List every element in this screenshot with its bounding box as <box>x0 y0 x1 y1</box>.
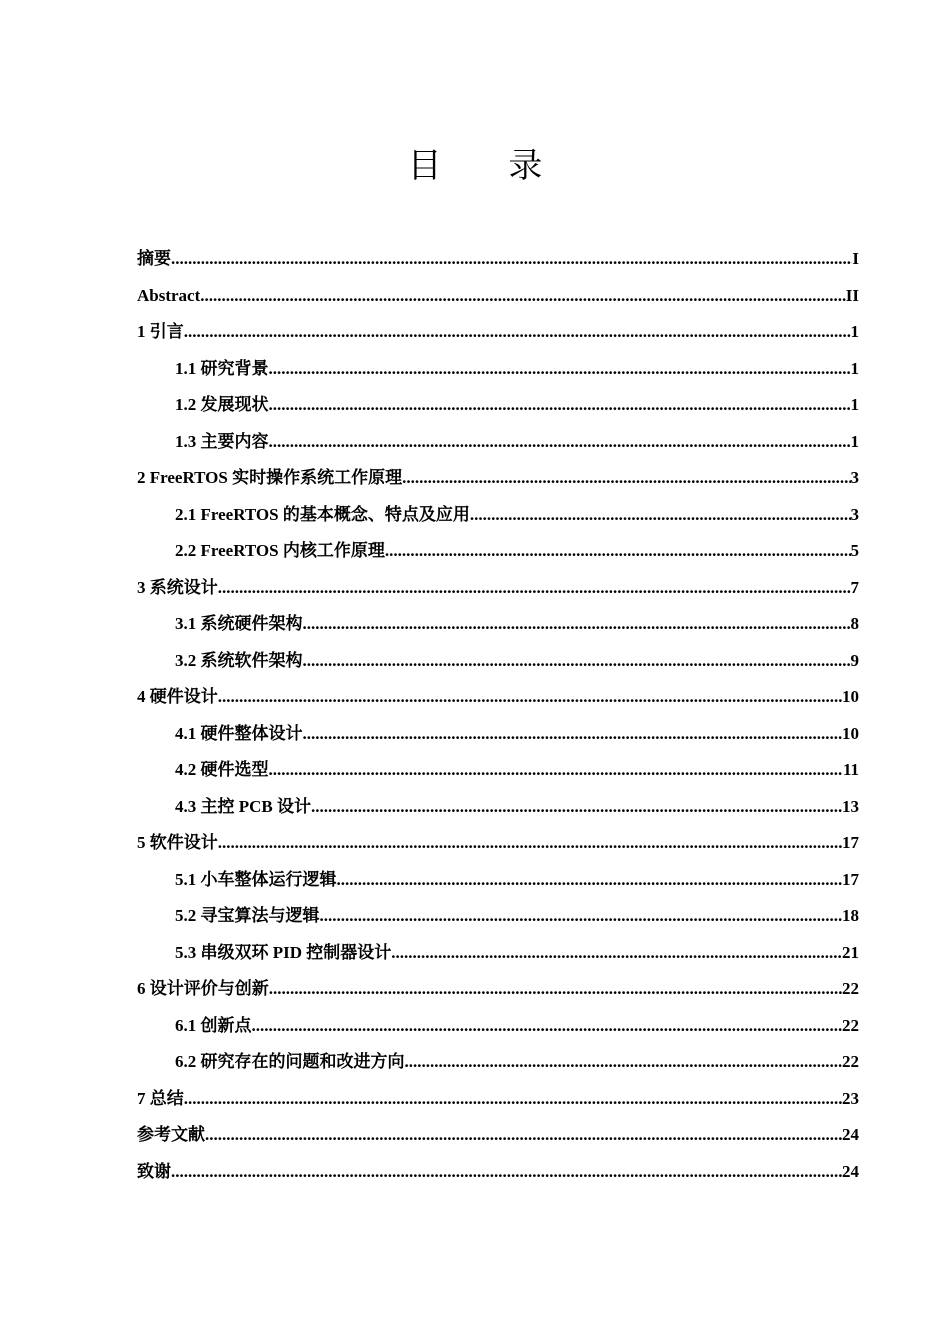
toc-entry-page-number: 22 <box>842 979 859 998</box>
toc-entry-page-number: 3 <box>850 504 859 524</box>
toc-entry-label: 4.3 主控 PCB 设计 <box>175 796 311 816</box>
toc-entry-page-number: 17 <box>842 869 859 889</box>
toc-dot-leader <box>385 533 851 570</box>
toc-entry-label: 6.2 研究存在的问题和改进方向 <box>175 1052 405 1071</box>
toc-entry-page-number: 21 <box>842 942 859 962</box>
toc-entry[interactable] <box>137 278 859 315</box>
toc-entry-page-number: 7 <box>850 577 859 597</box>
toc-list <box>137 241 859 1190</box>
toc-entry[interactable] <box>137 387 859 424</box>
toc-entry-page-number: 8 <box>850 614 859 633</box>
toc-dot-leader <box>218 679 842 716</box>
toc-entry-page-number: 18 <box>842 906 859 925</box>
toc-dot-leader <box>269 387 851 424</box>
toc-entry[interactable] <box>137 935 859 972</box>
toc-entry[interactable] <box>137 643 859 680</box>
toc-entry-page-number: 22 <box>842 1052 859 1071</box>
toc-entry-page-number: 13 <box>842 796 859 816</box>
toc-entry-label: 4 硬件设计 <box>137 687 218 706</box>
toc-entry-label: 3 系统设计 <box>137 577 218 597</box>
toc-entry-page-number: 10 <box>842 687 859 706</box>
toc-entry-page-number: 5 <box>850 541 859 560</box>
toc-dot-leader <box>269 351 851 388</box>
toc-dot-leader <box>218 570 851 607</box>
toc-dot-leader <box>303 643 851 680</box>
toc-dot-leader <box>269 424 851 461</box>
toc-entry-page-number: 11 <box>842 760 859 779</box>
toc-entry-label: Abstract <box>137 285 201 305</box>
toc-entry-label: 5.1 小车整体运行逻辑 <box>175 869 337 889</box>
toc-entry[interactable] <box>137 898 859 935</box>
toc-dot-leader <box>171 1154 842 1191</box>
toc-entry-label: 2.2 FreeRTOS 内核工作原理 <box>175 541 385 560</box>
toc-entry-label: 5.3 串级双环 PID 控制器设计 <box>175 942 392 962</box>
toc-entry[interactable] <box>137 351 859 388</box>
toc-dot-leader <box>269 752 843 789</box>
toc-entry[interactable] <box>137 1044 859 1081</box>
toc-entry-page-number: 24 <box>842 1125 859 1144</box>
toc-entry-page-number: 3 <box>850 468 859 487</box>
toc-entry-label: 4.1 硬件整体设计 <box>175 723 303 743</box>
toc-dot-leader <box>200 278 846 315</box>
toc-entry[interactable] <box>137 606 859 643</box>
toc-entry-label: 7 总结 <box>137 1088 184 1108</box>
toc-dot-leader <box>405 1044 843 1081</box>
toc-entry[interactable] <box>137 241 859 278</box>
toc-entry-label: 2.1 FreeRTOS 的基本概念、特点及应用 <box>175 504 470 524</box>
toc-entry-page-number: II <box>845 285 859 305</box>
toc-entry-page-number: I <box>852 249 859 268</box>
toc-entry-label: 2 FreeRTOS 实时操作系统工作原理 <box>137 468 403 487</box>
toc-entry-label: 5.2 寻宝算法与逻辑 <box>175 906 320 925</box>
toc-entry[interactable] <box>137 716 859 753</box>
toc-dot-leader <box>402 460 850 497</box>
toc-entry[interactable] <box>137 789 859 826</box>
toc-entry-label: 1 引言 <box>137 322 184 341</box>
toc-entry-page-number: 1 <box>850 358 859 378</box>
toc-entry-page-number: 1 <box>850 395 859 414</box>
toc-dot-leader <box>337 862 843 899</box>
toc-entry-page-number: 23 <box>842 1088 859 1108</box>
toc-entry[interactable] <box>137 679 859 716</box>
toc-entry[interactable] <box>137 1008 859 1045</box>
toc-dot-leader <box>252 1008 843 1045</box>
toc-entry-label: 致谢 <box>137 1161 171 1181</box>
toc-entry-page-number: 10 <box>842 723 859 743</box>
toc-title: 目 录 <box>407 146 571 186</box>
toc-entry[interactable] <box>137 1117 859 1154</box>
toc-entry[interactable] <box>137 752 859 789</box>
toc-dot-leader <box>218 825 842 862</box>
toc-entry-page-number: 22 <box>842 1015 859 1035</box>
toc-entry[interactable] <box>137 862 859 899</box>
toc-entry-label: 1.1 研究背景 <box>175 358 269 378</box>
toc-entry[interactable] <box>137 533 859 570</box>
toc-dot-leader <box>391 935 842 972</box>
toc-entry-page-number: 17 <box>842 833 859 852</box>
toc-entry-label: 3.2 系统软件架构 <box>175 650 303 670</box>
toc-dot-leader <box>470 497 851 534</box>
toc-entry-label: 6 设计评价与创新 <box>137 979 269 998</box>
toc-entry[interactable] <box>137 825 859 862</box>
toc-entry[interactable] <box>137 314 859 351</box>
toc-entry[interactable] <box>137 1154 859 1191</box>
toc-entry[interactable] <box>137 1081 859 1118</box>
toc-entry[interactable] <box>137 497 859 534</box>
toc-entry-label: 参考文献 <box>137 1125 205 1144</box>
toc-entry-label: 1.2 发展现状 <box>175 395 269 414</box>
toc-entry[interactable] <box>137 460 859 497</box>
toc-dot-leader <box>269 971 842 1008</box>
toc-dot-leader <box>311 789 842 826</box>
toc-entry-page-number: 9 <box>850 650 859 670</box>
toc-entry-label: 5 软件设计 <box>137 833 218 852</box>
toc-entry-label: 3.1 系统硬件架构 <box>175 614 303 633</box>
toc-dot-leader <box>184 314 851 351</box>
toc-entry-label: 6.1 创新点 <box>175 1015 252 1035</box>
toc-entry[interactable] <box>137 570 859 607</box>
toc-entry-label: 4.2 硬件选型 <box>175 760 269 779</box>
toc-entry[interactable] <box>137 424 859 461</box>
toc-entry-page-number: 1 <box>850 322 859 341</box>
toc-dot-leader <box>303 606 851 643</box>
toc-dot-leader <box>171 241 852 278</box>
toc-dot-leader <box>184 1081 842 1118</box>
toc-entry-page-number: 1 <box>850 431 859 451</box>
toc-entry-label: 1.3 主要内容 <box>175 431 269 451</box>
toc-dot-leader <box>303 716 843 753</box>
toc-entry-label: 摘要 <box>137 249 171 268</box>
toc-entry[interactable] <box>137 971 859 1008</box>
toc-dot-leader <box>205 1117 842 1154</box>
toc-entry-page-number: 24 <box>842 1161 859 1181</box>
toc-dot-leader <box>320 898 843 935</box>
